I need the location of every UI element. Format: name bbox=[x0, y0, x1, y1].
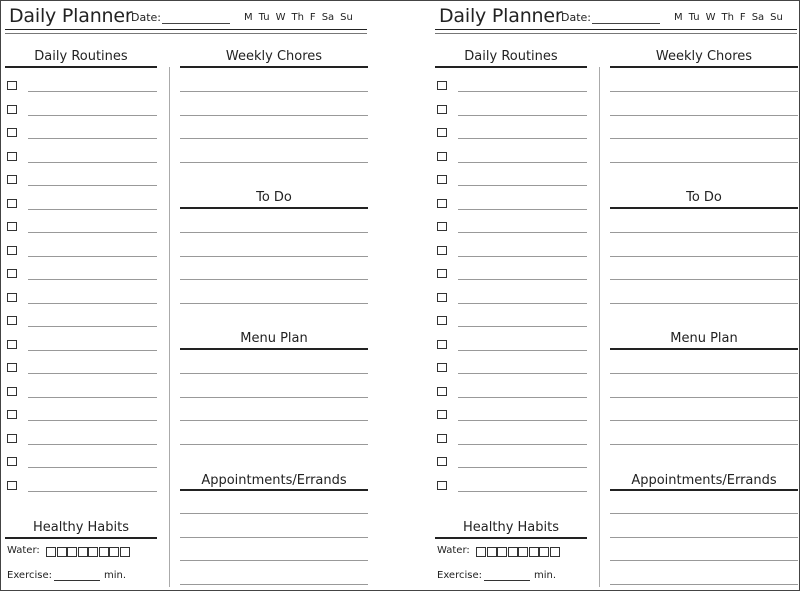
routine-line[interactable] bbox=[28, 420, 157, 421]
to-do-heading-rule bbox=[610, 207, 798, 209]
water-glass-checkbox[interactable] bbox=[476, 547, 486, 557]
routine-checkbox[interactable] bbox=[437, 199, 447, 208]
weekly-chores-heading-rule bbox=[610, 66, 798, 68]
daily-routines-heading-rule bbox=[435, 66, 587, 68]
routine-checkbox[interactable] bbox=[7, 222, 17, 231]
routine-checkbox[interactable] bbox=[437, 481, 447, 490]
routine-line[interactable] bbox=[28, 162, 157, 163]
routine-line[interactable] bbox=[28, 491, 157, 492]
routine-checkbox[interactable] bbox=[437, 128, 447, 137]
routine-line[interactable] bbox=[28, 209, 157, 210]
appointment-line[interactable] bbox=[610, 513, 798, 514]
to-do-line[interactable] bbox=[180, 256, 368, 257]
routine-checkbox[interactable] bbox=[7, 269, 17, 278]
routine-checkbox[interactable] bbox=[437, 340, 447, 349]
day-wednesday[interactable]: W bbox=[705, 12, 716, 23]
menu-plan-line[interactable] bbox=[610, 373, 798, 374]
page-title: Daily Planner bbox=[439, 5, 563, 27]
routine-checkbox[interactable] bbox=[437, 387, 447, 396]
header-rule-top bbox=[435, 29, 797, 30]
routine-checkbox[interactable] bbox=[7, 457, 17, 466]
water-glass-checkbox[interactable] bbox=[550, 547, 560, 557]
routine-checkbox[interactable] bbox=[7, 316, 17, 325]
day-friday[interactable]: F bbox=[309, 12, 316, 23]
routine-line[interactable] bbox=[458, 397, 587, 398]
appointment-line[interactable] bbox=[180, 584, 368, 585]
menu-plan-line[interactable] bbox=[180, 373, 368, 374]
water-glass-checkbox[interactable] bbox=[518, 547, 528, 557]
routine-checkbox[interactable] bbox=[437, 363, 447, 372]
routine-line[interactable] bbox=[458, 279, 587, 280]
exercise-label: Exercise: bbox=[7, 570, 52, 581]
routine-line[interactable] bbox=[28, 138, 157, 139]
routine-line[interactable] bbox=[458, 444, 587, 445]
water-glass-checkbox[interactable] bbox=[508, 547, 518, 557]
daily-routines-heading: Daily Routines bbox=[464, 49, 558, 64]
routine-line[interactable] bbox=[458, 115, 587, 116]
routine-line[interactable] bbox=[28, 350, 157, 351]
routine-checkbox[interactable] bbox=[7, 410, 17, 419]
water-glass-checkbox[interactable] bbox=[99, 547, 109, 557]
exercise-unit: min. bbox=[104, 570, 127, 581]
header-rule-bottom bbox=[435, 33, 797, 34]
routine-checkbox[interactable] bbox=[7, 152, 17, 161]
routine-checkbox[interactable] bbox=[7, 175, 17, 184]
routine-checkbox[interactable] bbox=[7, 128, 17, 137]
header-rule-top bbox=[5, 29, 367, 30]
routine-line[interactable] bbox=[28, 185, 157, 186]
weekly-chores-line[interactable] bbox=[180, 138, 368, 139]
routine-checkbox[interactable] bbox=[437, 222, 447, 231]
routine-line[interactable] bbox=[458, 326, 587, 327]
appointment-line[interactable] bbox=[180, 513, 368, 514]
planner-page-right bbox=[431, 1, 800, 590]
weekly-chores-heading: Weekly Chores bbox=[655, 49, 753, 64]
routine-checkbox[interactable] bbox=[7, 363, 17, 372]
exercise-minutes-line[interactable] bbox=[484, 580, 530, 581]
menu-plan-line[interactable] bbox=[180, 420, 368, 421]
exercise-label: Exercise: bbox=[437, 570, 482, 581]
water-glass-checkbox[interactable] bbox=[67, 547, 77, 557]
routine-line[interactable] bbox=[28, 373, 157, 374]
weekly-chores-line[interactable] bbox=[610, 162, 798, 163]
routine-checkbox[interactable] bbox=[437, 410, 447, 419]
water-glass-checkbox[interactable] bbox=[487, 547, 497, 557]
weekday-selector bbox=[674, 12, 789, 23]
routine-line[interactable] bbox=[458, 232, 587, 233]
routine-line[interactable] bbox=[458, 162, 587, 163]
routine-checkbox[interactable] bbox=[7, 81, 17, 90]
routine-line[interactable] bbox=[458, 185, 587, 186]
date-field-line[interactable] bbox=[592, 23, 660, 24]
day-friday[interactable]: F bbox=[739, 12, 746, 23]
routine-line[interactable] bbox=[458, 467, 587, 468]
day-thursday[interactable]: Th bbox=[721, 12, 734, 23]
water-label: Water: bbox=[7, 545, 40, 556]
routine-checkbox[interactable] bbox=[437, 152, 447, 161]
routine-line[interactable] bbox=[28, 279, 157, 280]
water-glass-checkbox[interactable] bbox=[120, 547, 130, 557]
weekly-chores-line[interactable] bbox=[180, 115, 368, 116]
day-wednesday[interactable]: W bbox=[275, 12, 286, 23]
water-glass-checkbox[interactable] bbox=[109, 547, 119, 557]
appointments-heading: Appointments/Errands bbox=[201, 473, 347, 488]
menu-plan-line[interactable] bbox=[610, 397, 798, 398]
water-glass-checkbox[interactable] bbox=[539, 547, 549, 557]
weekly-chores-line[interactable] bbox=[180, 91, 368, 92]
to-do-line[interactable] bbox=[180, 303, 368, 304]
day-monday[interactable]: M bbox=[244, 12, 253, 23]
column-divider bbox=[169, 67, 170, 587]
routine-line[interactable] bbox=[28, 326, 157, 327]
routine-checkbox[interactable] bbox=[437, 175, 447, 184]
routine-line[interactable] bbox=[458, 373, 587, 374]
routine-line[interactable] bbox=[458, 350, 587, 351]
routine-line[interactable] bbox=[28, 232, 157, 233]
routine-line[interactable] bbox=[28, 91, 157, 92]
menu-plan-heading-rule bbox=[610, 348, 798, 350]
exercise-unit: min. bbox=[534, 570, 557, 581]
day-thursday[interactable]: Th bbox=[291, 12, 304, 23]
healthy-habits-heading: Healthy Habits bbox=[463, 520, 559, 535]
routine-line[interactable] bbox=[458, 491, 587, 492]
water-label: Water: bbox=[437, 545, 470, 556]
routine-checkbox[interactable] bbox=[437, 105, 447, 114]
daily-routines-heading-rule bbox=[5, 66, 157, 68]
menu-plan-heading: Menu Plan bbox=[240, 331, 308, 346]
routine-line[interactable] bbox=[458, 138, 587, 139]
appointment-line[interactable] bbox=[180, 537, 368, 538]
routine-checkbox[interactable] bbox=[7, 434, 17, 443]
routine-checkbox[interactable] bbox=[7, 387, 17, 396]
column-divider bbox=[599, 67, 600, 587]
routine-line[interactable] bbox=[458, 209, 587, 210]
routine-checkbox[interactable] bbox=[437, 434, 447, 443]
healthy-habits-heading-rule bbox=[5, 537, 157, 539]
routine-line[interactable] bbox=[28, 115, 157, 116]
water-glass-checkbox[interactable] bbox=[497, 547, 507, 557]
day-sunday[interactable]: Su bbox=[340, 12, 353, 23]
date-label: Date: bbox=[561, 11, 591, 24]
routine-line[interactable] bbox=[458, 256, 587, 257]
appointment-line[interactable] bbox=[610, 584, 798, 585]
page-title: Daily Planner bbox=[9, 5, 133, 27]
to-do-heading: To Do bbox=[256, 190, 292, 205]
weekly-chores-line[interactable] bbox=[610, 115, 798, 116]
routine-checkbox[interactable] bbox=[7, 293, 17, 302]
routine-checkbox[interactable] bbox=[437, 316, 447, 325]
routine-line[interactable] bbox=[28, 444, 157, 445]
day-tuesday[interactable]: Tu bbox=[688, 12, 700, 23]
routine-line[interactable] bbox=[28, 397, 157, 398]
menu-plan-line[interactable] bbox=[610, 444, 798, 445]
water-glass-checkbox[interactable] bbox=[88, 547, 98, 557]
appointment-line[interactable] bbox=[180, 560, 368, 561]
day-monday[interactable]: M bbox=[674, 12, 683, 23]
routine-checkbox[interactable] bbox=[7, 340, 17, 349]
day-saturday[interactable]: Sa bbox=[321, 12, 335, 23]
menu-plan-heading-rule bbox=[180, 348, 368, 350]
day-sunday[interactable]: Su bbox=[770, 12, 783, 23]
routine-checkbox[interactable] bbox=[7, 105, 17, 114]
to-do-line[interactable] bbox=[610, 279, 798, 280]
appointments-heading-rule bbox=[180, 489, 368, 491]
header-rule-bottom bbox=[5, 33, 367, 34]
day-saturday[interactable]: Sa bbox=[751, 12, 765, 23]
healthy-habits-heading: Healthy Habits bbox=[33, 520, 129, 535]
routine-line[interactable] bbox=[28, 467, 157, 468]
weekly-chores-line[interactable] bbox=[610, 91, 798, 92]
appointments-heading-rule bbox=[610, 489, 798, 491]
day-tuesday[interactable]: Tu bbox=[258, 12, 270, 23]
to-do-line[interactable] bbox=[180, 232, 368, 233]
routine-checkbox[interactable] bbox=[437, 293, 447, 302]
water-glass-checkbox[interactable] bbox=[57, 547, 67, 557]
routine-checkbox[interactable] bbox=[437, 81, 447, 90]
to-do-line[interactable] bbox=[180, 279, 368, 280]
exercise-minutes-line[interactable] bbox=[54, 580, 100, 581]
routine-checkbox[interactable] bbox=[437, 269, 447, 278]
routine-line[interactable] bbox=[458, 303, 587, 304]
water-glass-checkbox[interactable] bbox=[78, 547, 88, 557]
routine-line[interactable] bbox=[28, 303, 157, 304]
to-do-heading: To Do bbox=[686, 190, 722, 205]
routine-checkbox[interactable] bbox=[437, 457, 447, 466]
to-do-heading-rule bbox=[180, 207, 368, 209]
menu-plan-line[interactable] bbox=[610, 420, 798, 421]
weekly-chores-line[interactable] bbox=[610, 138, 798, 139]
routine-checkbox[interactable] bbox=[7, 481, 17, 490]
date-label: Date: bbox=[131, 11, 161, 24]
weekly-chores-line[interactable] bbox=[180, 162, 368, 163]
appointment-line[interactable] bbox=[610, 537, 798, 538]
to-do-line[interactable] bbox=[610, 256, 798, 257]
routine-checkbox[interactable] bbox=[437, 246, 447, 255]
to-do-line[interactable] bbox=[610, 303, 798, 304]
water-glass-checkbox[interactable] bbox=[46, 547, 56, 557]
appointments-heading: Appointments/Errands bbox=[631, 473, 777, 488]
routine-line[interactable] bbox=[458, 420, 587, 421]
menu-plan-line[interactable] bbox=[180, 397, 368, 398]
menu-plan-line[interactable] bbox=[180, 444, 368, 445]
menu-plan-heading: Menu Plan bbox=[670, 331, 738, 346]
healthy-habits-heading-rule bbox=[435, 537, 587, 539]
appointment-line[interactable] bbox=[610, 560, 798, 561]
daily-routines-heading: Daily Routines bbox=[34, 49, 128, 64]
planner-page-left bbox=[1, 1, 401, 590]
routine-checkbox[interactable] bbox=[7, 246, 17, 255]
water-glass-checkbox[interactable] bbox=[529, 547, 539, 557]
weekday-selector bbox=[244, 12, 359, 23]
weekly-chores-heading: Weekly Chores bbox=[225, 49, 323, 64]
weekly-chores-heading-rule bbox=[180, 66, 368, 68]
to-do-line[interactable] bbox=[610, 232, 798, 233]
routine-line[interactable] bbox=[458, 91, 587, 92]
routine-checkbox[interactable] bbox=[7, 199, 17, 208]
date-field-line[interactable] bbox=[162, 23, 230, 24]
routine-line[interactable] bbox=[28, 256, 157, 257]
